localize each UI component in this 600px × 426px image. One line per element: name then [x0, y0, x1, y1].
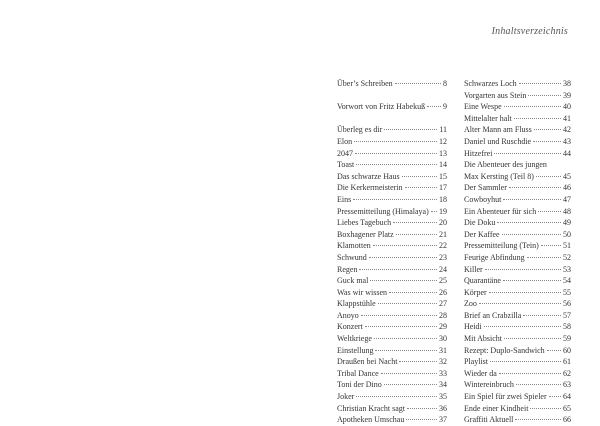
toc-entry-title: Graffiti Aktuell: [464, 415, 514, 425]
toc-dot-leader: [516, 380, 561, 385]
toc-dot-leader: [396, 230, 437, 235]
toc-entry-title: Heidi: [464, 322, 482, 332]
toc-entry[interactable]: [464, 194, 571, 206]
toc-dot-leader: [369, 253, 437, 258]
toc-entry[interactable]: [337, 194, 447, 206]
toc-column-left: [337, 78, 447, 426]
toc-entry-title: Liebes Tagebuch: [337, 218, 392, 228]
toc-dot-leader: [497, 218, 561, 223]
toc-entry[interactable]: [337, 345, 447, 357]
toc-entry[interactable]: [337, 206, 447, 218]
toc-dot-leader: [479, 299, 561, 304]
toc-entry[interactable]: [337, 124, 447, 136]
toc-entry-title: Pressemitteilung (Himalaya): [337, 206, 429, 216]
toc-entry-title: Über’s Schreiben: [337, 79, 393, 88]
toc-dot-leader: [494, 149, 561, 154]
toc-dot-leader: [549, 392, 561, 397]
toc-entry-title: Wintereinbruch: [464, 380, 514, 390]
toc-entry-title: Elon: [337, 136, 353, 146]
toc-dot-leader: [523, 311, 561, 316]
toc-entry-page-number: 62: [563, 368, 571, 378]
toc-entry-page-number: 34: [439, 380, 447, 390]
toc-entry-page-number: 15: [439, 171, 447, 181]
toc-entry[interactable]: [337, 136, 447, 148]
toc-entry-title: Hitzefrei: [464, 148, 493, 158]
toc-entry-title: Schwarzes Loch: [464, 79, 517, 88]
toc-entry-page-number: 47: [563, 194, 571, 204]
toc-entry[interactable]: [464, 252, 571, 264]
toc-dot-leader: [406, 415, 437, 420]
toc-entry-title: Apotheken Umschau: [337, 415, 405, 425]
toc-entry-title: Vorwort von Fritz Habekuß: [337, 102, 426, 112]
toc-entry-title: Christian Kracht sagt: [337, 403, 405, 413]
toc-entry[interactable]: [337, 321, 447, 333]
toc-entry-page-number: 66: [563, 415, 571, 425]
toc-dot-leader: [530, 404, 561, 409]
toc-dot-leader: [519, 79, 561, 84]
toc-entry-page-number: 24: [439, 264, 447, 274]
toc-entry-title: Klappstühle: [337, 299, 376, 309]
toc-entry-title: Brief an Crabzilla: [464, 310, 522, 320]
toc-entry-page-number: 56: [563, 299, 571, 309]
toc-entry[interactable]: [337, 252, 447, 264]
toc-entry[interactable]: [337, 101, 447, 113]
toc-entry[interactable]: [337, 217, 447, 229]
toc-dot-leader: [407, 404, 437, 409]
toc-dot-leader: [528, 91, 561, 96]
toc-entry[interactable]: [464, 379, 571, 391]
toc-dot-leader: [514, 114, 561, 119]
toc-entry-page-number: 26: [439, 287, 447, 297]
toc-entry-title: Boxhagener Platz: [337, 229, 394, 239]
toc-dot-leader: [370, 276, 437, 281]
toc-entry[interactable]: [464, 287, 571, 299]
toc-dot-leader: [402, 172, 437, 177]
toc-entry-page-number: 53: [563, 264, 571, 274]
toc-entry[interactable]: [464, 298, 571, 310]
toc-entry-title: Toni der Dino: [337, 380, 382, 390]
toc-entry[interactable]: [337, 240, 447, 252]
toc-dot-leader: [354, 137, 437, 142]
toc-spacer: [337, 90, 447, 102]
toc-dot-leader: [538, 207, 561, 212]
toc-entry-title: 2047: [337, 148, 353, 158]
toc-spacer: [337, 113, 447, 125]
toc-entry-title: Ein Abenteuer für sich: [464, 206, 537, 216]
toc-entry-page-number: 21: [439, 229, 447, 239]
toc-dot-leader: [356, 160, 437, 165]
toc-entry-page-number: 37: [439, 415, 447, 425]
toc-entry-page-number: 41: [563, 113, 571, 123]
toc-entry[interactable]: [464, 368, 571, 380]
toc-entry-title: Max Kersting (Teil 8): [464, 171, 534, 181]
toc-entry-title: Tribal Dance: [337, 368, 379, 378]
toc-dot-leader: [547, 346, 561, 351]
toc-entry-page-number: 38: [563, 79, 571, 88]
toc-dot-leader: [490, 357, 561, 362]
toc-entry-page-number: 36: [439, 403, 447, 413]
toc-entry[interactable]: [337, 275, 447, 287]
toc-entry[interactable]: [464, 148, 571, 160]
toc-entry-page-number: 19: [439, 206, 447, 216]
toc-dot-leader: [503, 276, 561, 281]
toc-entry[interactable]: [337, 298, 447, 310]
toc-entry-page-number: 35: [439, 392, 447, 402]
toc-entry-page-number: 11: [439, 125, 447, 135]
toc-entry-page-number: 54: [563, 276, 571, 286]
toc-entry-page-number: 9: [443, 102, 447, 112]
toc-dot-leader: [359, 265, 437, 270]
toc-entry-page-number: 42: [563, 125, 571, 135]
toc-entry-page-number: 27: [439, 299, 447, 309]
toc-entry[interactable]: [464, 206, 571, 218]
toc-entry-title: Vorgarten aus Stein: [464, 90, 527, 100]
toc-entry-page-number: 22: [439, 241, 447, 251]
toc-entry-title: Klamotten: [337, 241, 371, 251]
toc-dot-leader: [375, 346, 437, 351]
toc-dot-leader: [533, 137, 561, 142]
toc-dot-leader: [484, 322, 561, 327]
toc-entry-page-number: 31: [439, 345, 447, 355]
toc-entry[interactable]: [337, 391, 447, 403]
toc-entry-title: Einstellung: [337, 345, 374, 355]
toc-entry[interactable]: [464, 171, 571, 183]
toc-entry-title: Wieder da: [464, 368, 497, 378]
toc-entry-page-number: 18: [439, 194, 447, 204]
toc-entry[interactable]: [337, 148, 447, 160]
toc-dot-leader: [427, 102, 441, 107]
toc-entry-page-number: 49: [563, 218, 571, 228]
toc-entry-page-number: 52: [563, 252, 571, 262]
toc-entry[interactable]: [337, 403, 447, 415]
toc-entry-title: Eine Wespe: [464, 102, 502, 112]
toc-column-right: [464, 78, 571, 426]
toc-entry-page-number: 65: [563, 403, 571, 413]
toc-entry[interactable]: [337, 171, 447, 183]
toc-dot-leader: [502, 230, 561, 235]
toc-entry-page-number: 61: [563, 357, 571, 367]
toc-entry-title: Anoyo: [337, 310, 359, 320]
toc-dot-leader: [405, 183, 437, 188]
toc-dot-leader: [384, 380, 437, 385]
toc-dot-leader: [536, 172, 561, 177]
toc-dot-leader: [389, 288, 437, 293]
toc-entry[interactable]: [464, 333, 571, 345]
toc-entry[interactable]: [464, 90, 571, 102]
toc-dot-leader: [381, 369, 437, 374]
toc-dot-leader: [431, 207, 437, 212]
toc-entry[interactable]: [337, 356, 447, 368]
toc-entry-title: Quarantäne: [464, 276, 501, 286]
toc-dot-leader: [378, 299, 437, 304]
toc-entry-page-number: 58: [563, 322, 571, 332]
toc-entry-title: Toast: [337, 160, 355, 170]
toc-entry-title: Die Kerkermeisterin: [337, 183, 403, 193]
toc-dot-leader: [355, 149, 437, 154]
toc-dot-leader: [399, 357, 437, 362]
toc-entry-page-number: 60: [563, 345, 571, 355]
toc-entry[interactable]: [337, 287, 447, 299]
toc-entry-title: Was wir wissen: [337, 287, 388, 297]
toc-entry-title: Ende einer Kindheit: [464, 403, 529, 413]
toc-entry[interactable]: [464, 310, 571, 322]
toc-entry-title: Mittelalter halt: [464, 113, 512, 123]
toc-entry-page-number: 43: [563, 136, 571, 146]
toc-dot-leader: [489, 288, 561, 293]
toc-entry-page-number: 63: [563, 380, 571, 390]
toc-dot-leader: [503, 195, 561, 200]
toc-entry-title: Feurige Abfindung: [464, 252, 525, 262]
toc-entry-page-number: 50: [563, 229, 571, 239]
toc-entry[interactable]: [464, 101, 571, 113]
toc-entry-page-number: 44: [563, 148, 571, 158]
toc-dot-leader: [361, 311, 437, 316]
toc-entry-page-number: 59: [563, 334, 571, 344]
toc-entry-page-number: 28: [439, 310, 447, 320]
toc-entry[interactable]: [337, 310, 447, 322]
toc-dot-leader: [509, 183, 561, 188]
toc-dot-leader: [499, 369, 561, 374]
toc-entry[interactable]: [464, 414, 571, 426]
toc-entry[interactable]: [464, 275, 571, 287]
toc-entry-title: Ein Spiel für zwei Spieler: [464, 392, 547, 402]
toc-entry-title: Killer: [464, 264, 483, 274]
toc-entry-title: Draußen bei Nacht: [337, 357, 398, 367]
toc-dot-leader: [395, 79, 441, 84]
toc-entry[interactable]: [464, 78, 571, 90]
toc-entry-title: Mit Absicht: [464, 334, 503, 344]
toc-entry-title: Alter Mann am Fluss: [464, 125, 532, 135]
toc-dot-leader: [374, 334, 437, 339]
toc-entry[interactable]: [337, 78, 447, 90]
toc-dot-leader: [356, 392, 437, 397]
toc-entry[interactable]: [337, 159, 447, 171]
toc-entry[interactable]: [464, 136, 571, 148]
toc-entry[interactable]: [464, 240, 571, 252]
toc-entry-page-number: 30: [439, 334, 447, 344]
toc-dot-leader: [515, 415, 561, 420]
toc-entry-title: Playlist: [464, 357, 489, 367]
toc-entry-title: Cowboyhut: [464, 194, 502, 204]
toc-entry[interactable]: [464, 159, 571, 171]
toc-dot-leader: [504, 334, 561, 339]
toc-entry-page-number: 20: [439, 218, 447, 228]
toc-entry-title: Überleg es dir: [337, 125, 383, 135]
toc-entry[interactable]: [464, 391, 571, 403]
toc-entry-page-number: 39: [563, 90, 571, 100]
toc-dot-leader: [485, 265, 561, 270]
toc-entry-page-number: 13: [439, 148, 447, 158]
toc-entry-title: Die Doku: [464, 218, 496, 228]
toc-entry-page-number: 40: [563, 102, 571, 112]
toc-entry-title: Eins: [337, 194, 352, 204]
toc-entry[interactable]: [464, 182, 571, 194]
toc-dot-leader: [353, 195, 437, 200]
toc-dot-leader: [504, 102, 561, 107]
toc-entry[interactable]: [464, 403, 571, 415]
toc-entry-page-number: 51: [563, 241, 571, 251]
page-header-title: Inhaltsverzeichnis: [491, 26, 568, 37]
toc-entry-title: Pressemitteilung (Tein): [464, 241, 539, 251]
toc-entry[interactable]: [337, 368, 447, 380]
toc-entry-page-number: 14: [439, 160, 447, 170]
toc-entry-page-number: 17: [439, 183, 447, 193]
toc-entry[interactable]: [337, 333, 447, 345]
toc-entry-title: Zoo: [464, 299, 477, 309]
toc-entry-page-number: 45: [563, 171, 571, 181]
toc-entry-title: Schwund: [337, 252, 367, 262]
toc-entry-page-number: 46: [563, 183, 571, 193]
toc-entry-page-number: 32: [439, 357, 447, 367]
toc-entry-title: Der Sammler: [464, 183, 507, 193]
toc-entry-page-number: 64: [563, 392, 571, 402]
toc-entry[interactable]: [464, 124, 571, 136]
toc-entry-page-number: 57: [563, 310, 571, 320]
toc-entry[interactable]: [337, 414, 447, 426]
toc-entry[interactable]: [337, 182, 447, 194]
toc-entry[interactable]: [337, 379, 447, 391]
toc-dot-leader: [373, 241, 437, 246]
toc-entry-page-number: 33: [439, 368, 447, 378]
toc-entry[interactable]: [464, 345, 571, 357]
toc-entry[interactable]: [337, 264, 447, 276]
toc-entry[interactable]: [464, 217, 571, 229]
toc-dot-leader: [393, 218, 437, 223]
toc-entry-title: Die Abenteuer des jungen: [464, 160, 547, 170]
toc-dot-leader: [534, 125, 561, 130]
toc-entry-title: Konzert: [337, 322, 363, 332]
toc-entry-title: Guck mal: [337, 276, 369, 286]
toc-entry-page-number: 48: [563, 206, 571, 216]
toc-entry-page-number: 23: [439, 252, 447, 262]
toc-entry[interactable]: [337, 229, 447, 241]
toc-entry[interactable]: [464, 321, 571, 333]
toc-entry[interactable]: [464, 229, 571, 241]
toc-entry[interactable]: [464, 264, 571, 276]
toc-entry-title: Daniel und Ruschdie: [464, 136, 532, 146]
toc-entry-page-number: 29: [439, 322, 447, 332]
toc-dot-leader: [365, 322, 437, 327]
toc-entry-page-number: 55: [563, 287, 571, 297]
toc-entry-title: Körper: [464, 287, 487, 297]
toc-entry-page-number: 25: [439, 276, 447, 286]
toc-entry-title: Weltkriege: [337, 334, 372, 344]
toc-entry-title: Der Kaffee: [464, 229, 500, 239]
toc-entry-title: Regen: [337, 264, 358, 274]
toc-entry-page-number: 12: [439, 136, 447, 146]
toc-entry[interactable]: [464, 356, 571, 368]
toc-dot-leader: [384, 125, 437, 130]
toc-entry[interactable]: [464, 113, 571, 125]
toc-entry-title: Das schwarze Haus: [337, 171, 400, 181]
toc-dot-leader: [541, 241, 561, 246]
toc-dot-leader: [527, 253, 561, 258]
toc-entry-title: Rezept: Duplo-Sandwich: [464, 345, 545, 355]
toc-entry-title: Joker: [337, 392, 355, 402]
toc-entry-page-number: 8: [443, 79, 447, 88]
